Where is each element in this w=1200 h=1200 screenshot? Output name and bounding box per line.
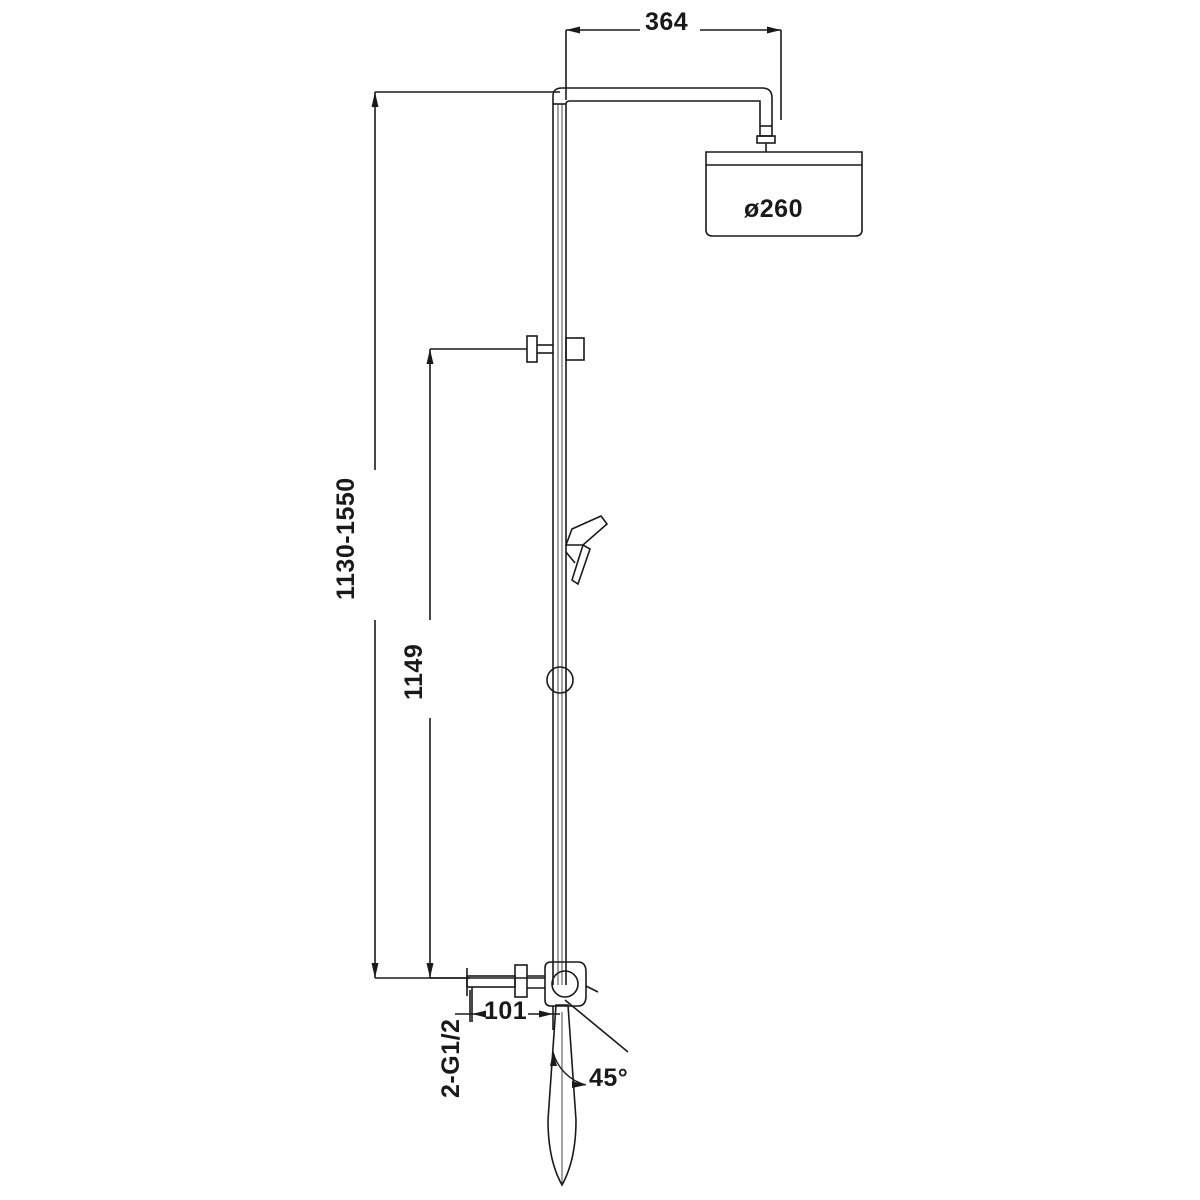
handset-assembly (566, 516, 607, 584)
arrow-1130-bottom (372, 963, 379, 978)
arm-outer-profile (553, 88, 772, 126)
riser-column (553, 104, 566, 985)
dimension-label-inlet-offset: 101 (484, 997, 528, 1025)
dimension-label-364: 364 (645, 8, 689, 36)
upper-wall-bracket (527, 336, 584, 362)
outlet-hose (548, 1005, 576, 1185)
dimension-1130-1550-group (372, 92, 561, 978)
shower-arm (553, 88, 772, 126)
connector-nut-upper (760, 126, 772, 136)
handset-hose-stub (566, 552, 575, 563)
connector-nut-lower (757, 136, 775, 143)
arrow-1130-top (372, 92, 379, 107)
dimension-label-rail-height: 1149 (400, 643, 428, 700)
angle-leader-line (565, 1000, 628, 1052)
arrow-364-left (566, 27, 580, 34)
dimension-label-head-diameter: ø260 (744, 195, 803, 223)
arrow-1149-top (427, 349, 434, 364)
mixer-cartridge-circle (552, 971, 578, 997)
bracket-block (566, 338, 584, 360)
handset-handle (572, 545, 590, 584)
angle-arc (553, 1052, 586, 1085)
dimension-label-overall-height: 1130-1550 (332, 477, 360, 600)
handset-head (566, 516, 607, 545)
dimension-label-handset-angle: 45° (589, 1064, 629, 1092)
dimension-label-inlet-thread: 2-G1/2 (437, 1018, 465, 1098)
mixer-outlet-stub (586, 986, 598, 992)
arm-inner-profile (566, 101, 760, 126)
arrow-1149-bottom (427, 963, 434, 978)
slider-ring (547, 667, 573, 693)
dimension-364-group (566, 27, 781, 121)
wall-inlet (467, 965, 545, 997)
inlet-flange (515, 965, 527, 997)
arrow-364-right (767, 27, 781, 34)
shower-head-connector (757, 126, 775, 152)
slider-ring-outer (547, 667, 573, 693)
dimension-1149-group (427, 349, 528, 978)
bracket-wall-plate (527, 336, 537, 362)
arrow-101-right (539, 1011, 553, 1018)
